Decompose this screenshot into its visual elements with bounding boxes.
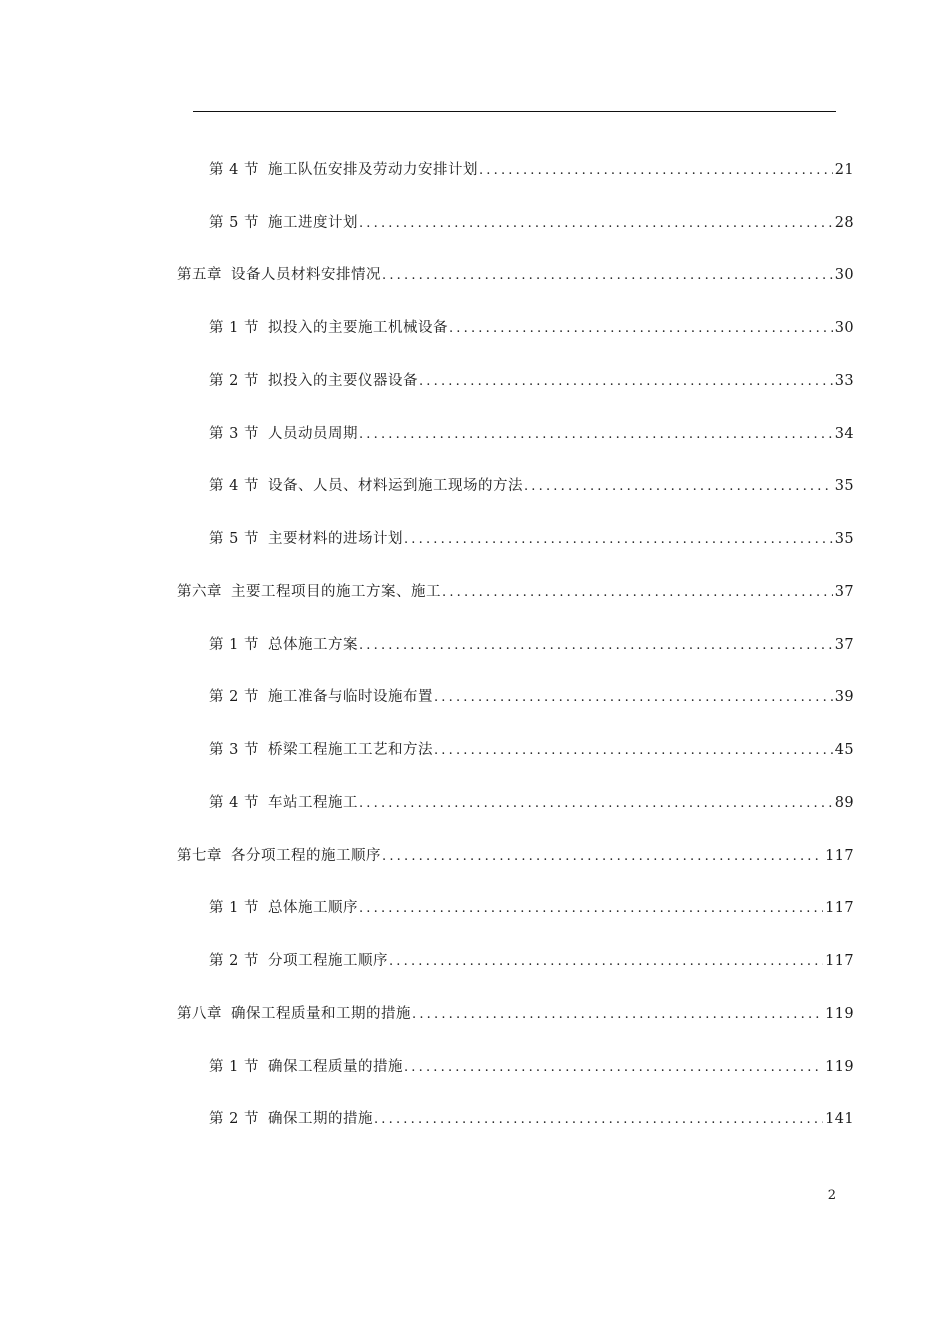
toc-entry-title: 设备、人员、材料运到施工现场的方法 — [267, 478, 523, 495]
toc-entry-number: 第 4 节 — [209, 161, 259, 178]
dot-leader — [389, 952, 823, 972]
toc-entry[interactable] — [0, 883, 950, 936]
toc-entry-title: 施工准备与临时设施布置 — [267, 689, 433, 706]
dot-leader — [404, 1058, 823, 1078]
toc-entry[interactable] — [0, 619, 950, 672]
toc-entry-page: 35 — [834, 478, 854, 495]
toc-entry[interactable] — [0, 250, 950, 303]
toc-entry-number: 第 1 节 — [209, 1058, 259, 1075]
toc-entry-page: 21 — [834, 161, 854, 178]
toc-entry-page: 119 — [825, 1005, 854, 1022]
toc-entry-number: 第 3 节 — [209, 425, 259, 442]
dot-leader — [359, 899, 823, 919]
dot-leader — [442, 583, 833, 603]
dot-leader — [449, 319, 833, 339]
toc-entry[interactable] — [0, 144, 950, 197]
toc-entry-page: 34 — [834, 425, 854, 442]
toc-entry-number: 第五章 — [177, 267, 222, 284]
toc-entry[interactable] — [0, 724, 950, 777]
toc-entry-title: 施工进度计划 — [267, 214, 358, 231]
toc-entry-number: 第 1 节 — [209, 320, 259, 337]
dot-leader — [359, 794, 833, 814]
toc-entry-number: 第七章 — [177, 847, 222, 864]
toc-entry-number: 第六章 — [177, 583, 222, 600]
toc-entry-title: 确保工期的措施 — [267, 1111, 373, 1128]
toc-entry-title: 总体施工方案 — [267, 636, 358, 653]
toc-entry-title: 车站工程施工 — [267, 794, 358, 811]
toc-entry-title: 确保工程质量的措施 — [267, 1058, 403, 1075]
toc-entry-title: 总体施工顺序 — [267, 900, 358, 917]
dot-leader — [359, 214, 833, 234]
dot-leader — [419, 372, 833, 392]
toc-entry-title: 拟投入的主要施工机械设备 — [267, 320, 448, 337]
toc-entry[interactable] — [0, 566, 950, 619]
toc-entry-page: 35 — [834, 531, 854, 548]
toc-entry-page: 117 — [825, 953, 854, 970]
toc-entry-number: 第 2 节 — [209, 372, 259, 389]
toc-entry-number: 第八章 — [177, 1005, 222, 1022]
toc-entry-page: 33 — [834, 372, 854, 389]
toc-entry-number: 第 5 节 — [209, 214, 259, 231]
dot-leader — [412, 1005, 823, 1025]
toc-entry-number: 第 4 节 — [209, 794, 259, 811]
footer-page-number: 2 — [827, 1188, 836, 1203]
dot-leader — [524, 477, 833, 497]
toc-entry[interactable] — [0, 461, 950, 514]
toc-entry-title: 拟投入的主要仪器设备 — [267, 372, 418, 389]
toc-entry-number: 第 2 节 — [209, 689, 259, 706]
toc-entry[interactable] — [0, 1041, 950, 1094]
toc-entry-title: 主要工程项目的施工方案、施工 — [231, 583, 441, 600]
toc-entry[interactable] — [0, 1094, 950, 1147]
dot-leader — [404, 530, 833, 550]
dot-leader — [479, 161, 833, 181]
toc-entry[interactable] — [0, 302, 950, 355]
toc-entry-page: 30 — [834, 320, 854, 337]
toc-entry-page: 37 — [834, 636, 854, 653]
toc-entry-number: 第 4 节 — [209, 478, 259, 495]
toc-entry[interactable] — [0, 355, 950, 408]
header-rule — [193, 111, 836, 112]
toc-entry[interactable] — [0, 935, 950, 988]
dot-leader — [359, 636, 833, 656]
toc-entry-page: 89 — [834, 794, 854, 811]
toc-entry[interactable] — [0, 197, 950, 250]
toc-entry-page: 117 — [825, 900, 854, 917]
toc-entry-number: 第 5 节 — [209, 531, 259, 548]
toc-entry-title: 确保工程质量和工期的措施 — [231, 1005, 411, 1022]
toc-entry-title: 施工队伍安排及劳动力安排计划 — [267, 161, 478, 178]
toc-entry-page: 117 — [825, 847, 854, 864]
toc-entry[interactable] — [0, 672, 950, 725]
toc-entry[interactable] — [0, 777, 950, 830]
table-of-contents — [0, 144, 950, 1146]
toc-entry-number: 第 2 节 — [209, 953, 259, 970]
toc-entry-title: 各分项工程的施工顺序 — [231, 847, 381, 864]
dot-leader — [374, 1110, 823, 1130]
dot-leader — [359, 425, 833, 445]
toc-entry[interactable] — [0, 830, 950, 883]
toc-entry-page: 37 — [834, 583, 854, 600]
dot-leader — [382, 266, 833, 286]
toc-entry-page: 39 — [834, 689, 854, 706]
toc-entry-page: 119 — [825, 1058, 854, 1075]
toc-entry-page: 30 — [834, 267, 854, 284]
toc-entry-title: 分项工程施工顺序 — [267, 953, 388, 970]
toc-entry[interactable] — [0, 513, 950, 566]
dot-leader — [434, 741, 833, 761]
dot-leader — [434, 688, 833, 708]
toc-entry-title: 桥梁工程施工工艺和方法 — [267, 742, 433, 759]
toc-entry-title: 设备人员材料安排情况 — [231, 267, 381, 284]
toc-entry-number: 第 1 节 — [209, 636, 259, 653]
toc-entry[interactable] — [0, 988, 950, 1041]
toc-entry-page: 45 — [834, 742, 854, 759]
toc-entry[interactable] — [0, 408, 950, 461]
toc-entry-page: 28 — [834, 214, 854, 231]
dot-leader — [382, 847, 823, 867]
toc-entry-title: 主要材料的进场计划 — [267, 531, 403, 548]
toc-entry-title: 人员动员周期 — [267, 425, 358, 442]
toc-entry-number: 第 2 节 — [209, 1111, 259, 1128]
toc-entry-page: 141 — [825, 1111, 854, 1128]
toc-entry-number: 第 3 节 — [209, 742, 259, 759]
toc-entry-number: 第 1 节 — [209, 900, 259, 917]
